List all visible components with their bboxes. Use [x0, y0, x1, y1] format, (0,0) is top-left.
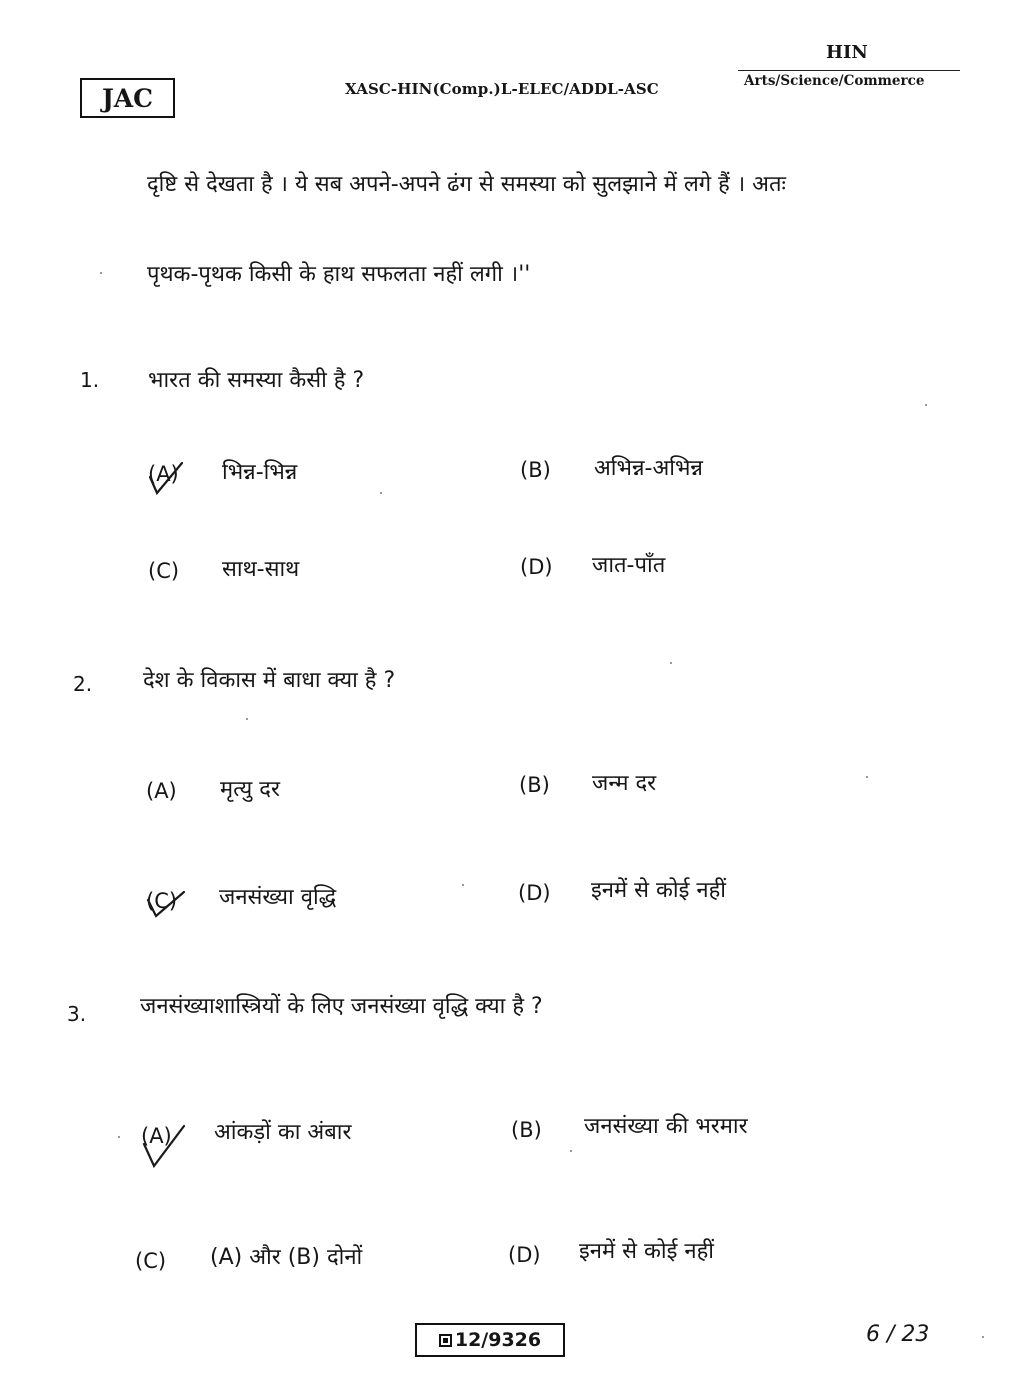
- header-divider: [738, 70, 960, 71]
- booklet-code-box: [415, 1323, 565, 1357]
- subject-code: HIN: [826, 42, 868, 63]
- option-label: (D): [520, 555, 553, 579]
- qr-icon: [439, 1334, 452, 1347]
- question-number: 2.: [73, 672, 93, 696]
- question-text: देश के विकास में बाधा क्या है ?: [143, 668, 396, 693]
- page-number: 6 / 23: [866, 1322, 930, 1347]
- option-label: (B): [519, 773, 550, 797]
- option-label: (C): [146, 889, 178, 913]
- board-logo-text: JAC: [101, 83, 154, 113]
- option-label: (D): [518, 881, 551, 905]
- option-label: (C): [148, 559, 180, 583]
- option-text: इनमें से कोई नहीं: [579, 1239, 715, 1264]
- question-number: 3.: [67, 1002, 87, 1026]
- paper-code: XASC-HIN(Comp.)L-ELEC/ADDL-ASC: [345, 80, 659, 98]
- option-label: (C): [135, 1249, 167, 1273]
- option-label: (D): [508, 1243, 541, 1267]
- option-text: जनसंख्या वृद्धि: [219, 885, 337, 910]
- option-text: जनसंख्या की भरमार: [584, 1114, 748, 1139]
- option-text: मृत्यु दर: [220, 777, 280, 802]
- option-label: (A): [146, 779, 177, 803]
- option-label: (A): [141, 1124, 172, 1148]
- option-label: (A): [148, 462, 179, 486]
- option-text: (A) और (B) दोनों: [210, 1245, 363, 1270]
- question-number: 1.: [80, 368, 100, 392]
- option-text: साथ-साथ: [222, 557, 300, 582]
- passage-line-1: दृष्टि से देखता है । ये सब अपने-अपने ढंग से समस्या को सुलझाने में लगे हैं । अतः: [147, 172, 786, 197]
- streams-label: Arts/Science/Commerce: [744, 73, 925, 89]
- question-text: जनसंख्याशास्त्रियों के लिए जनसंख्या वृद्धि क्या है ?: [140, 994, 543, 1019]
- option-text: जन्म दर: [592, 771, 657, 796]
- option-text: भिन्न-भिन्न: [222, 460, 298, 485]
- passage-line-2: पृथक-पृथक किसी के हाथ सफलता नहीं लगी ।'': [147, 262, 531, 287]
- option-label: (B): [511, 1118, 542, 1142]
- option-label: (B): [520, 458, 551, 482]
- option-text: अभिन्न-अभिन्न: [594, 456, 703, 481]
- board-logo-box: [80, 78, 175, 118]
- option-text: जात-पाँत: [592, 553, 666, 578]
- option-text: आंकड़ों का अंबार: [214, 1120, 352, 1145]
- booklet-code: 12/9326: [454, 1329, 542, 1351]
- question-text: भारत की समस्या कैसी है ?: [148, 368, 365, 393]
- option-text: इनमें से कोई नहीं: [591, 878, 727, 903]
